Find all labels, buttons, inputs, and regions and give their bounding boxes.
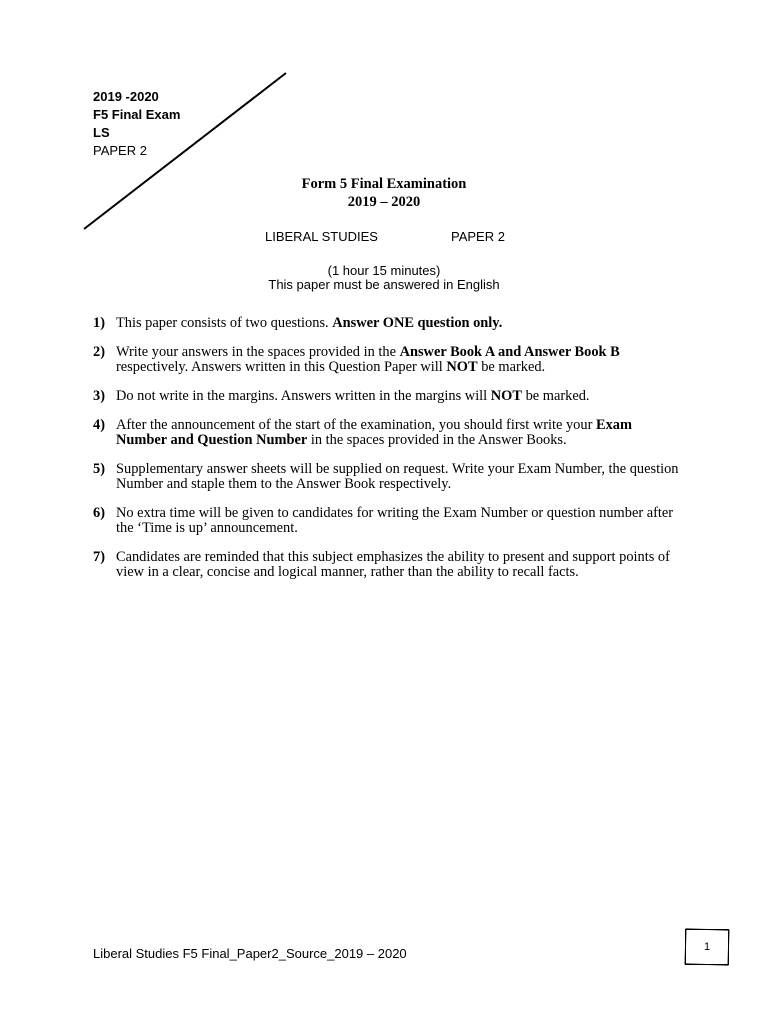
duration-text: (1 hour 15 minutes) (327, 263, 441, 278)
instructions-list (93, 316, 683, 594)
instruction-number: 1) (93, 315, 105, 331)
exam-label: F5 Final Exam (93, 107, 181, 122)
instruction-text (116, 418, 683, 448)
page-number: 1 (703, 941, 711, 953)
instruction-number: 4) (93, 417, 105, 433)
instruction-item (93, 550, 683, 580)
instruction-text (116, 316, 502, 331)
instruction-item (93, 316, 683, 331)
subject-name: LIBERAL STUDIES (265, 229, 378, 244)
instruction-segment: in the spaces provided in the Answer Books. (307, 432, 567, 448)
instruction-number: 7) (93, 549, 105, 565)
footer-text: Liberal Studies F5 Final_Paper2_Source_2019 – 2020 (93, 946, 407, 961)
instruction-number: 3) (93, 388, 105, 404)
instruction-item (93, 389, 683, 404)
language-note: This paper must be answered in English (268, 277, 500, 292)
instruction-segment: Write your answers in the spaces provided in the (116, 344, 400, 360)
instruction-segment: be marked. (521, 388, 590, 404)
instruction-number: 5) (93, 461, 105, 477)
instruction-item (93, 345, 683, 375)
year-label: 2019 -2020 (93, 89, 159, 104)
instruction-segment: After the announcement of the start of the examination, you should first write your (116, 417, 596, 433)
instruction-segment: Supplementary answer sheets will be supplied on request. Write your Exam Number, the question Number and staple them to the Answer Book respectively. (116, 461, 679, 492)
instruction-item (93, 418, 683, 448)
instruction-segment: No extra time will be given to candidates for writing the Exam Number or question number after the ‘Time is up’ announcement. (116, 505, 674, 536)
subject-paper: PAPER 2 (451, 229, 505, 244)
instruction-text (116, 462, 683, 492)
paper-label: PAPER 2 (93, 143, 147, 158)
instruction-number: 2) (93, 344, 105, 360)
instruction-segment: be marked. (477, 359, 546, 375)
instruction-number: 6) (93, 505, 105, 521)
instruction-emphasis: Answer ONE question only. (332, 315, 503, 331)
instruction-emphasis: Exam Number and Question Number (116, 417, 632, 448)
instruction-emphasis: NOT (446, 359, 478, 375)
instruction-item (93, 506, 683, 536)
instruction-emphasis: Answer Book A and Answer Book B (399, 344, 620, 360)
diagonal-line (0, 0, 768, 260)
instruction-item (93, 462, 683, 492)
subject-code-label: LS (93, 125, 110, 140)
instruction-segment: Do not write in the margins. Answers written in the margins will (116, 388, 491, 404)
instruction-segment: This paper consists of two questions. (116, 315, 333, 331)
page-number-box (685, 929, 729, 965)
instruction-text (116, 345, 683, 375)
instruction-segment: Candidates are reminded that this subject emphasizes the ability to present and support points of view in a clear, concise and logical manner, rather than the ability to recall facts. (116, 549, 670, 580)
instruction-text (116, 389, 590, 404)
instruction-text (116, 550, 683, 580)
exam-title: Form 5 Final Examination (301, 176, 467, 192)
instruction-segment: respectively. Answers written in this Question Paper will (116, 359, 447, 375)
instruction-text (116, 506, 683, 536)
exam-years: 2019 – 2020 (347, 194, 421, 210)
instruction-emphasis: NOT (490, 388, 522, 404)
